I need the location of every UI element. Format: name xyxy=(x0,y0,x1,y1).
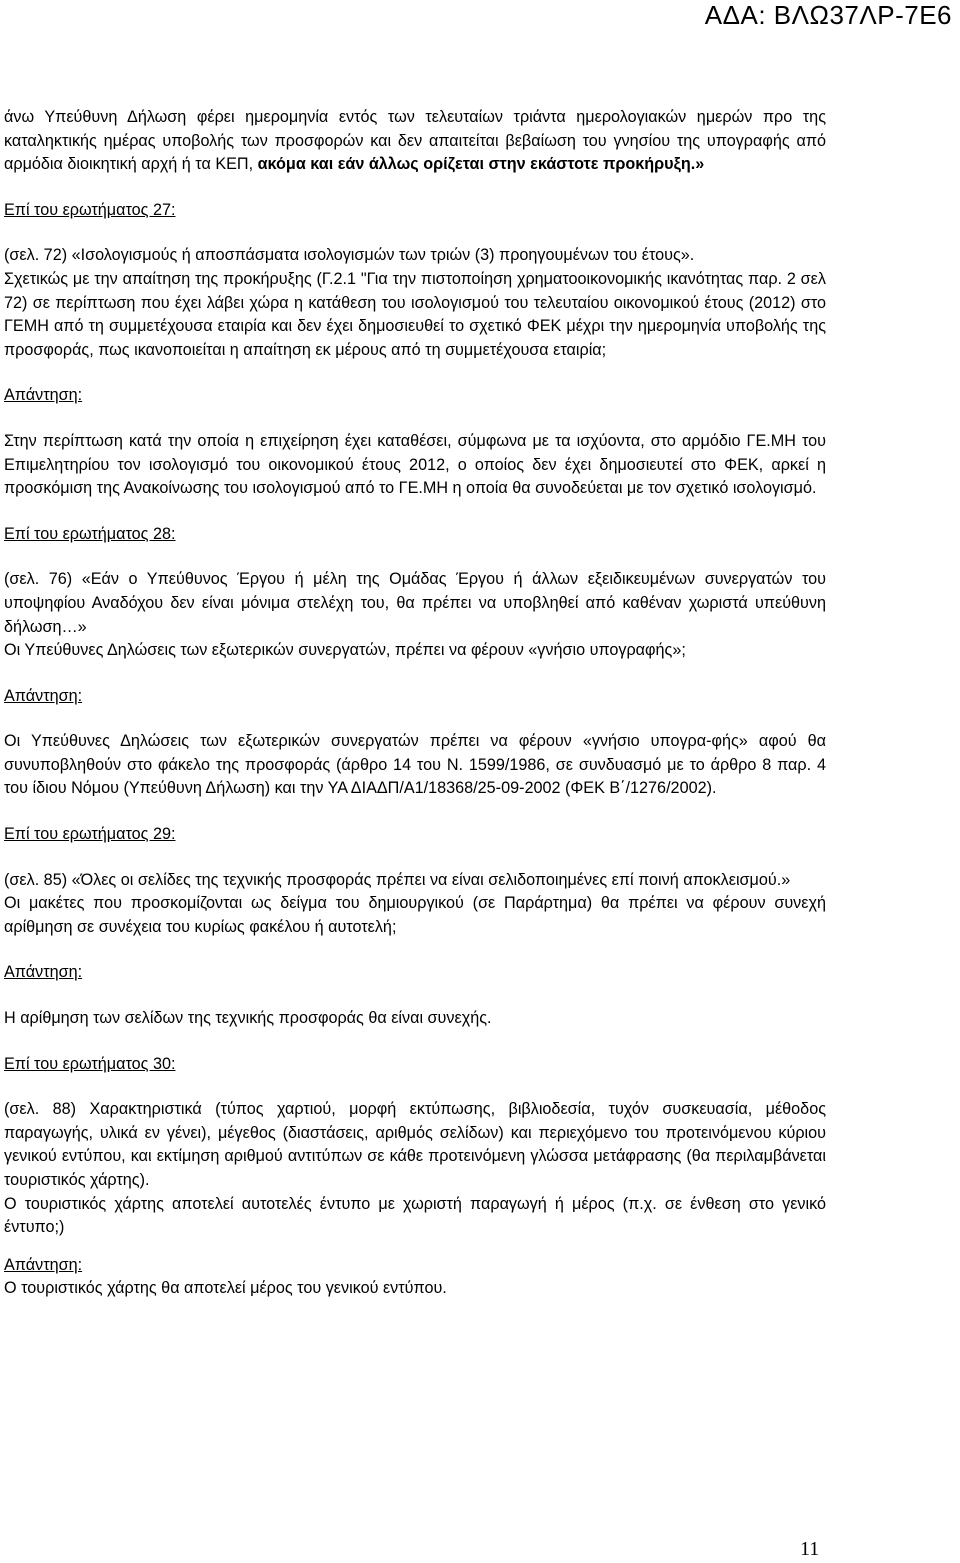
q28-answer: Οι Υπεύθυνες Δηλώσεις των εξωτερικών συνεργατών πρέπει να φέρουν «γνήσιο υπογρα-φής» αφού θα συνυποβληθούν στο φάκελο της προσφοράς (άρθρο 14 του Ν. 1599/1986, σε συνδυασμό με το άρθρο 8 παρ. 4 του ίδιου Νόμου (Υπεύθυνη Δήλωση) και την ΥΑ ΔΙΑΔΠ/Α1/18368/25-09-2002 (ΦΕΚ Β΄/1276/2002). xyxy=(4,732,826,798)
q29-answer-label: Απάντηση: xyxy=(4,963,83,982)
q27-quote: (σελ. 72) «Ισολογισμούς ή αποσπάσματα ισολογισμών των τριών (3) προηγουμένων του έτους». xyxy=(4,246,695,265)
q29-heading: Επί του ερωτήματος 29: xyxy=(4,825,176,844)
q29-question: Οι μακέτες που προσκομίζονται ως δείγμα του δημιουργικού (σε Παράρτημα) θα πρέπει να φέρουν συνεχή αρίθμηση σε συνέχεια του κυρίως φακέλου ή αυτοτελή; xyxy=(4,894,826,936)
document-body xyxy=(4,106,826,1301)
q28-answer-label: Απάντηση: xyxy=(4,686,83,705)
q27-question: Σχετικώς με την απαίτηση της προκήρυξης (Γ.2.1 "Για την πιστοποίηση χρηματοοικονομικής ικανότητας παρ. 2 σελ 72) σε περίπτωση που έχει λάβει χώρα η κατάθεση του ισολογισμού του τελευταίου οικονομικού έτους (2012) στο ΓΕΜΗ από τη συμμετέχουσα εταιρία και δεν έχει δημοσιευθεί το σχετικό ΦΕΚ μέχρι την ημερομηνία υποβολής της προσφοράς, πως ικανοποιείται η απαίτηση εκ μέρους από τη συμμετέχουσα εταιρία; xyxy=(4,269,826,359)
q27-answer: Στην περίπτωση κατά την οποία η επιχείρηση έχει καταθέσει, σύμφωνα με τα ισχύοντα, στο αρμόδιο ΓΕ.ΜΗ του Επιμελητηρίου τον ισολογισμό του οικονομικού έτους 2012, ο οποίος δεν έχει δημοσιευτεί στο ΦΕΚ, αρκεί η προσκόμιση της Ανακοίνωσης του ισολογισμού από το ΓΕ.ΜΗ η οποία θα συνοδεύεται με τον σχετικό ισολογισμό. xyxy=(4,431,826,498)
q30-heading: Επί του ερωτήματος 30: xyxy=(4,1054,176,1073)
paragraph-continuation xyxy=(4,106,826,177)
page-number: 11 xyxy=(800,1538,820,1560)
q29-quote: (σελ. 85) «Όλες οι σελίδες της τεχνικής προσφοράς πρέπει να είναι σελιδοποιημένες επί ποινή αποκλεισμού.» xyxy=(4,870,791,889)
q29-answer: Η αρίθμηση των σελίδων της τεχνικής προσφοράς θα είναι συνεχής. xyxy=(4,1009,492,1028)
q28-question: Οι Υπεύθυνες Δηλώσεις των εξωτερικών συνεργατών, πρέπει να φέρουν «γνήσιο υπογραφής»; xyxy=(4,641,686,660)
q27-answer-label: Απάντηση: xyxy=(4,386,83,405)
continuation-text: άνω Υπεύθυνη Δήλωση φέρει ημερομηνία εντός των τελευταίων τριάντα ημερολογιακών ημερών προ της καταληκτικής ημέρας υποβολής των προσφορών και δεν απαιτείται βεβαίωση του γνησίου της υπογραφής από αρμόδια διοικητική αρχή ή τα ΚΕΠ, xyxy=(4,108,826,174)
q30-question: Ο τουριστικός χάρτης αποτελεί αυτοτελές έντυπο με χωριστή παραγωγή ή μέρος (π.χ. σε ένθεση στο γενικό έντυπο;) xyxy=(4,1194,826,1237)
q28-quote: (σελ. 76) «Εάν ο Υπεύθυνος Έργου ή μέλη της Ομάδας Έργου ή άλλων εξειδικευμένων συνεργατών του υποψηφίου Αναδόχου δεν είναι μόνιμα στελέχη του, θα πρέπει να υποβληθεί από καθέναν χωριστά υπεύθυνη δήλωση…» xyxy=(4,570,826,636)
q28-heading: Επί του ερωτήματος 28: xyxy=(4,524,176,543)
q30-answer-label: Απάντηση: xyxy=(4,1255,83,1274)
ada-code: ΑΔΑ: ΒΛΩ37ΛΡ-7Ε6 xyxy=(704,0,952,30)
continuation-bold-text: ακόμα και εάν άλλως ορίζεται στην εκάστοτε προκήρυξη.» xyxy=(257,155,705,174)
q30-quote: (σελ. 88) Χαρακτηριστικά (τύπος χαρτιού, μορφή εκτύπωσης, βιβλιοδεσία, τυχόν συσκευασία, μέθοδος παραγωγής, υλικά εν γένει), μέγεθος (διαστάσεις, αριθμός σελίδων) και περιεχόμενο του προτεινόμενου κύριου γενικού εντύπου, και εκτίμηση αριθμού αντιτύπων σε κάθε προτεινόμενη γλώσσα μετάφρασης (θα περιλαμβάνεται τουριστικός χάρτης). xyxy=(4,1100,826,1189)
q30-answer: Ο τουριστικός χάρτης θα αποτελεί μέρος του γενικού εντύπου. xyxy=(4,1279,447,1298)
q27-heading: Επί του ερωτήματος 27: xyxy=(4,200,176,219)
